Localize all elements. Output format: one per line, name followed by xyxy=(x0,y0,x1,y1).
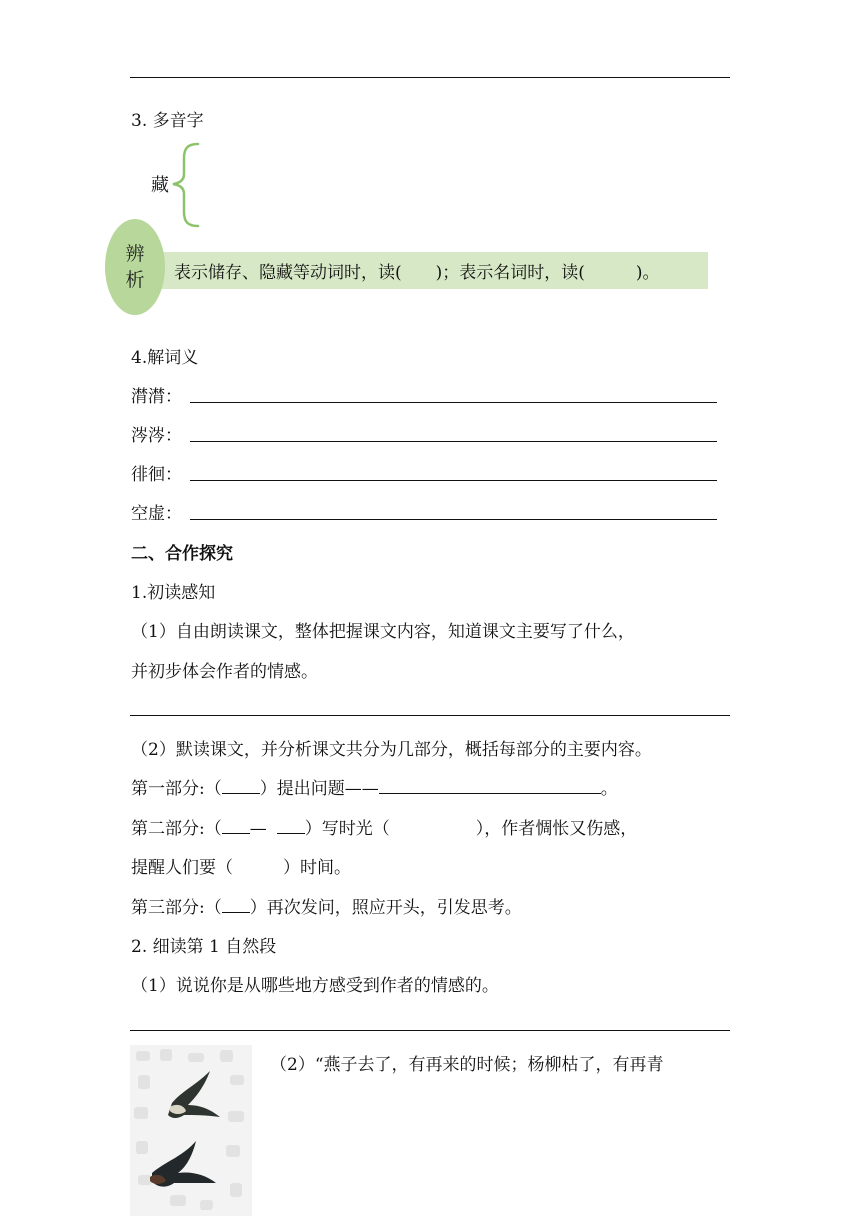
answer-line[interactable] xyxy=(190,441,717,442)
blank[interactable] xyxy=(222,819,250,834)
part-2-label: 第二部分:（ xyxy=(131,819,222,839)
part-2-row-2 xyxy=(131,853,351,878)
question-3: （1）说说你是从哪些地方感受到作者的情感的。 xyxy=(131,976,499,996)
answer-line[interactable] xyxy=(130,715,730,716)
bianxi-bar xyxy=(162,252,708,289)
vocab-word: 徘徊： xyxy=(131,465,182,485)
blank[interactable] xyxy=(277,819,305,834)
curly-brace-icon xyxy=(170,140,202,230)
question-1-line-2: 并初步体会作者的情感。 xyxy=(131,662,318,682)
vocab-title: 4.解词义 xyxy=(131,348,199,368)
part-2-line-2-end: ）时间。 xyxy=(283,858,351,878)
item-2-title: 2. 细读第 1 自然段 xyxy=(131,937,277,957)
part-3-row xyxy=(131,893,522,918)
answer-line[interactable] xyxy=(190,480,717,481)
top-divider xyxy=(130,77,730,78)
blank[interactable] xyxy=(222,898,250,913)
swallow-illustration xyxy=(130,1045,252,1216)
answer-line[interactable] xyxy=(130,1030,730,1031)
answer-line[interactable] xyxy=(190,402,717,403)
bianxi-char-1: 辨 xyxy=(125,243,145,265)
section-heading: 二、合作探究 xyxy=(131,544,233,564)
polyphone-char: 藏 xyxy=(151,175,169,196)
item-1-title: 1.初读感知 xyxy=(131,583,216,603)
part-1-row xyxy=(131,774,618,799)
blank[interactable] xyxy=(379,779,601,794)
bianxi-text: 表示储存、隐藏等动词时，读( )；表示名词时，读( )。 xyxy=(174,263,660,283)
question-4: （2）“燕子去了，有再来的时候；杨柳枯了，有再青 xyxy=(270,1055,664,1075)
part-3-text: ）再次发问，照应开头，引发思考。 xyxy=(249,898,522,918)
answer-line[interactable] xyxy=(190,519,717,520)
part-2-text: ）写时光（ xyxy=(304,819,390,839)
part-3-label: 第三部分:（ xyxy=(131,898,222,918)
part-1-text: ）提出问题—— xyxy=(259,779,379,799)
vocab-word: 空虚： xyxy=(131,504,182,524)
question-2: （2）默读课文，并分析课文共分为几部分，概括每部分的主要内容。 xyxy=(131,740,652,760)
part-1-label: 第一部分:（ xyxy=(131,779,222,799)
part-2-line-2-text: 提醒人们要（ xyxy=(131,858,233,878)
bianxi-char-2: 析 xyxy=(125,269,145,291)
blank[interactable] xyxy=(222,779,260,794)
bianxi-badge xyxy=(105,219,165,315)
part-2-text-2: ），作者惆怅又伤感， xyxy=(475,819,638,839)
part-1-end: 。 xyxy=(600,779,618,799)
part-2-dash: — xyxy=(249,819,267,839)
vocab-word: 涔涔： xyxy=(131,426,182,446)
part-2-row xyxy=(131,814,637,839)
vocab-word: 潸潸： xyxy=(131,387,182,407)
question-1-line-1: （1）自由朗读课文，整体把握课文内容，知道课文主要写了什么， xyxy=(131,622,635,642)
item-3-title: 3. 多音字 xyxy=(131,111,204,131)
